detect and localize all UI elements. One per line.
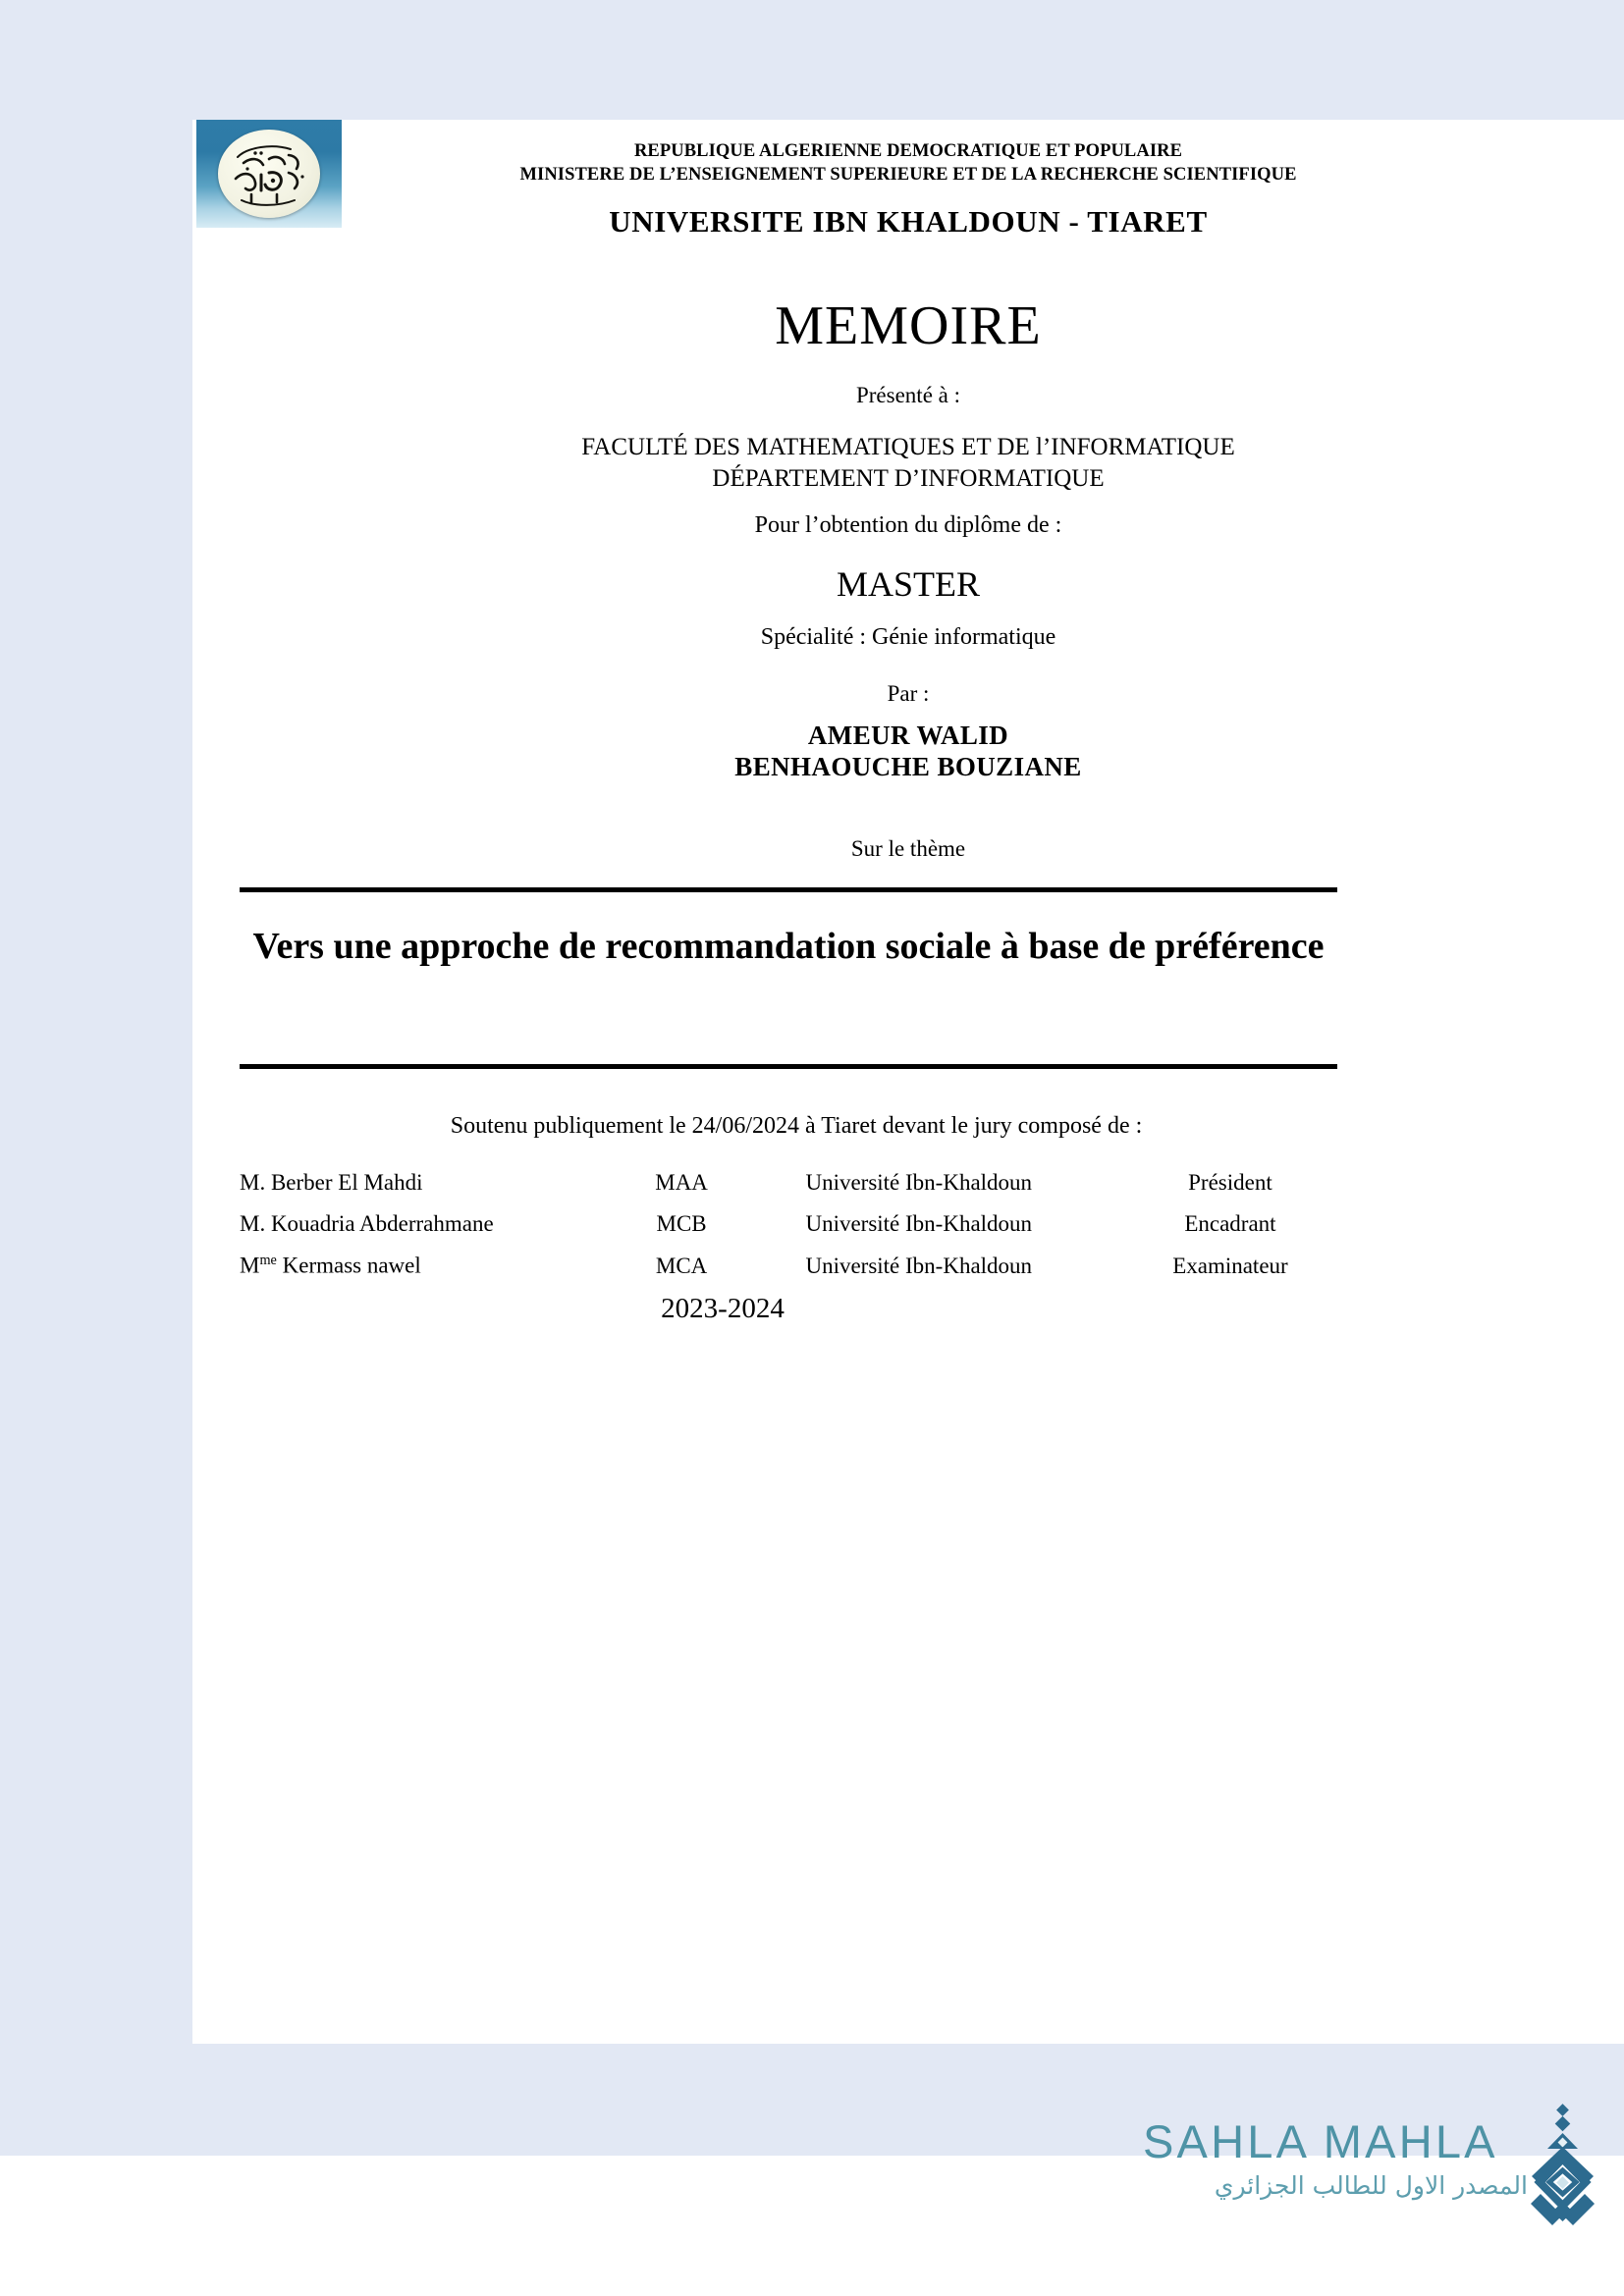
jury-member-name: M. Berber El Mahdi (240, 1170, 423, 1195)
theme-rule-top (240, 887, 1337, 892)
sahla-mahla-wordmark: SAHLA MAHLA (1143, 2115, 1498, 2167)
sahla-mahla-arabic-tagline: المصدر الاول للطالب الجزائري (1214, 2171, 1528, 2200)
jury-member-university: Université Ibn-Khaldoun (805, 1170, 1033, 1195)
theme-label: Sur le thème (850, 836, 966, 861)
presented-to-label: Présenté à : (855, 383, 960, 407)
jury-table (240, 1162, 1379, 1287)
jury-member-grade: MCB (656, 1211, 707, 1236)
department-name: DÉPARTEMENT D’INFORMATIQUE (712, 465, 1105, 492)
table-row (240, 1245, 1379, 1287)
diploma-purpose-label: Pour l’obtention du diplôme de : (754, 512, 1062, 538)
degree-title: MASTER (836, 564, 981, 604)
header-ministry-line: MINISTERE DE L’ENSEIGNEMENT SUPERIEURE ET DE LA RECHERCHE SCIENTIFIQUE (519, 165, 1297, 185)
jury-member-role: Encadrant (1184, 1211, 1276, 1236)
jury-member-university: Université Ibn-Khaldoun (805, 1253, 1033, 1278)
sahla-mahla-watermark (1139, 2109, 1600, 2236)
defense-statement: Soutenu publiquement le 24/06/2024 à Tiaret devant le jury composé de : (450, 1113, 1143, 1139)
header-republic-line: REPUBLIQUE ALGERIENNE DEMOCRATIQUE ET POPULAIRE (633, 141, 1183, 161)
specialty-line: Spécialité : Génie informatique (760, 624, 1056, 650)
jury-member-title: M (240, 1253, 260, 1278)
author-name-1: AMEUR WALID (807, 721, 1009, 750)
jury-member-name (240, 1245, 608, 1287)
jury-member-role: Examinateur (1172, 1253, 1288, 1278)
table-row (240, 1162, 1379, 1203)
diamond-ornament-icon (1517, 2104, 1607, 2233)
academic-year: 2023-2024 (661, 1293, 785, 1324)
jury-member-grade: MAA (655, 1170, 708, 1195)
authors-by-label: Par : (887, 681, 930, 706)
theme-rule-bottom (240, 1064, 1337, 1069)
jury-member-name: M. Kouadria Abderrahmane (240, 1211, 494, 1236)
jury-member-title-superscript: me (259, 1253, 277, 1268)
author-name-2: BENHAOUCHE BOUZIANE (734, 752, 1082, 781)
document-type-title: MEMOIRE (775, 295, 1042, 356)
faculty-name: FACULTÉ DES MATHEMATIQUES ET DE l’INFORMATIQUE (581, 434, 1235, 460)
jury-member-role: Président (1188, 1170, 1272, 1195)
jury-member-lastname: Kermass nawel (282, 1253, 421, 1278)
table-row (240, 1203, 1379, 1245)
jury-member-university: Université Ibn-Khaldoun (805, 1211, 1033, 1236)
header-university-name: UNIVERSITE IBN KHALDOUN - TIARET (609, 204, 1208, 239)
jury-member-grade: MCA (655, 1253, 708, 1278)
thesis-theme-title: Vers une approche de recommandation sociale à base de préférence (252, 926, 1325, 967)
document-content (192, 120, 1624, 2044)
